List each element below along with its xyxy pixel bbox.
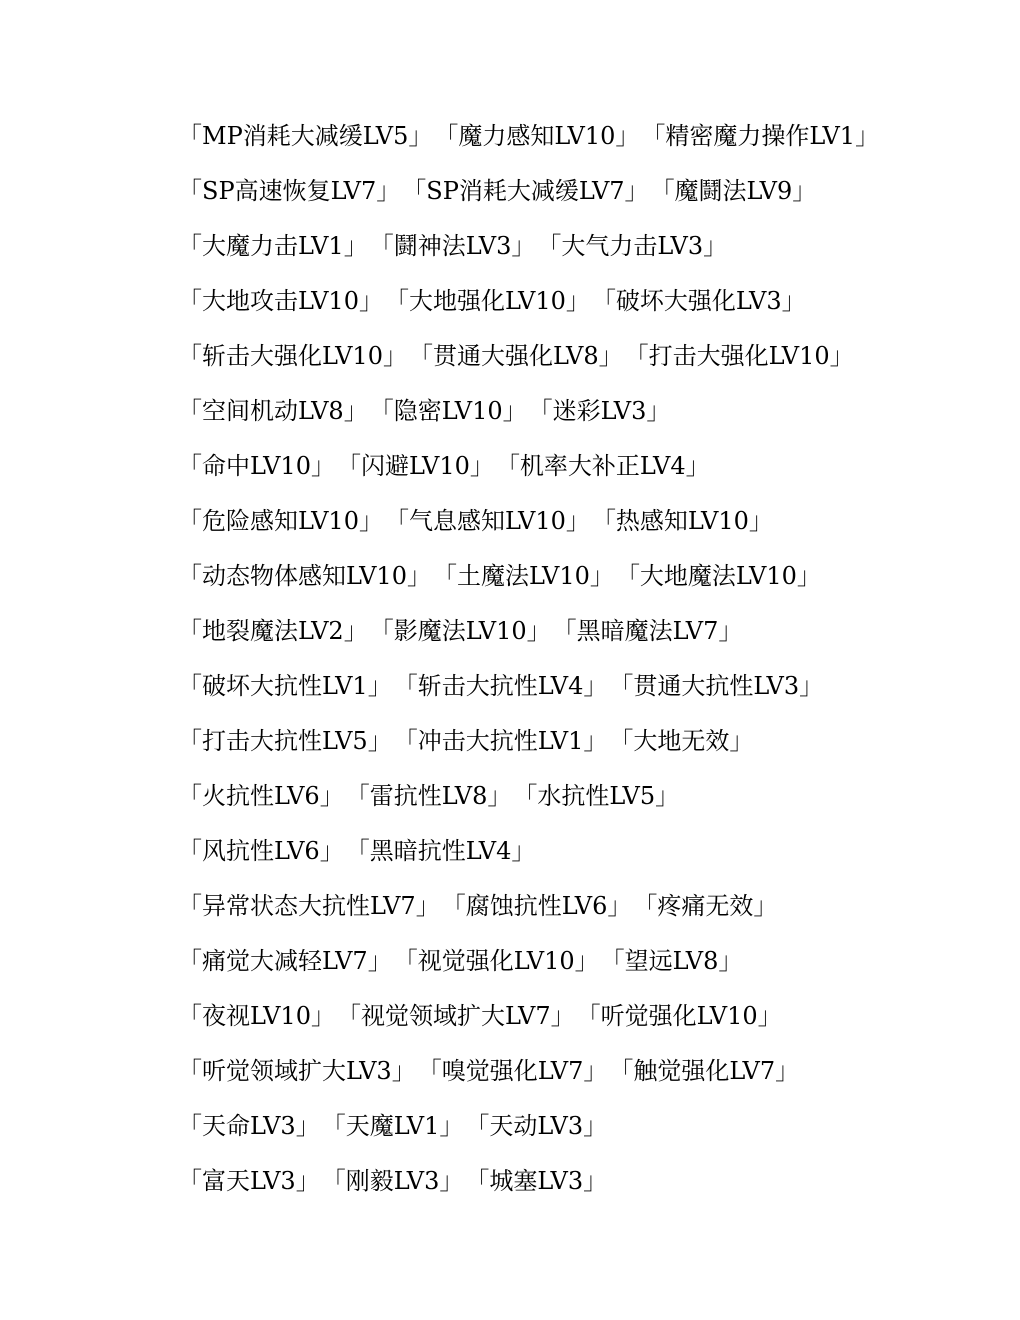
skill-line (178, 1106, 978, 1161)
skill-item: 「火抗性LV6」 (178, 782, 344, 810)
skill-item: 「风抗性LV6」 (178, 837, 344, 865)
skill-item: 「闪避LV10」 (336, 452, 494, 480)
skill-item: 「城塞LV3」 (465, 1167, 608, 1195)
skill-item: 「MP消耗大减缓LV5」 (178, 122, 433, 150)
skill-line (178, 776, 978, 831)
skill-item: 「影魔法LV10」 (369, 617, 551, 645)
skill-line (178, 1051, 978, 1106)
skill-item: 「水抗性LV5」 (513, 782, 680, 810)
skill-item: 「黑暗魔法LV7」 (552, 617, 743, 645)
skill-item: 「土魔法LV10」 (432, 562, 614, 590)
skill-item: 「天魔LV1」 (321, 1112, 464, 1140)
skill-item: 「视觉领域扩大LV7」 (336, 1002, 575, 1030)
skill-item: 「SP消耗大减缓LV7」 (402, 177, 649, 205)
skill-item: 「迷彩LV3」 (528, 397, 671, 425)
skill-item: 「地裂魔法LV2」 (178, 617, 368, 645)
skill-line (178, 831, 978, 886)
skill-line (178, 446, 978, 501)
skill-line (178, 391, 978, 446)
skill-item: 「动态物体感知LV10」 (178, 562, 431, 590)
skill-item: 「气息感知LV10」 (384, 507, 590, 535)
skill-item: 「天动LV3」 (465, 1112, 608, 1140)
skill-item: 「听觉强化LV10」 (576, 1002, 782, 1030)
skill-line (178, 336, 978, 391)
skill-item: 「SP高速恢复LV7」 (178, 177, 401, 205)
skill-item: 「冲击大抗性LV1」 (393, 727, 608, 755)
skill-item: 「望远LV8」 (600, 947, 743, 975)
skill-item: 「鬪神法LV3」 (369, 232, 536, 260)
skill-item: 「疼痛无效」 (633, 892, 778, 920)
skill-item: 「视觉强化LV10」 (393, 947, 599, 975)
skill-item: 「触觉强化LV7」 (609, 1057, 800, 1085)
skill-item: 「打击大强化LV10」 (624, 342, 854, 370)
skill-line (178, 666, 978, 721)
skill-item: 「斩击大抗性LV4」 (393, 672, 608, 700)
skill-line (178, 721, 978, 776)
skill-item: 「魔鬪法LV9」 (650, 177, 817, 205)
skill-item: 「破坏大抗性LV1」 (178, 672, 392, 700)
skill-line (178, 556, 978, 611)
skill-item: 「破坏大强化LV3」 (591, 287, 806, 315)
skill-item: 「贯通大抗性LV3」 (609, 672, 824, 700)
skill-item: 「隐密LV10」 (369, 397, 527, 425)
skill-item: 「嗅觉强化LV7」 (417, 1057, 608, 1085)
skill-item: 「大地强化LV10」 (384, 287, 590, 315)
skill-item: 「精密魔力操作LV1」 (641, 122, 880, 150)
skill-item: 「命中LV10」 (178, 452, 335, 480)
skill-line (178, 1161, 978, 1216)
skill-item: 「黑暗抗性LV4」 (345, 837, 536, 865)
skill-item: 「富天LV3」 (178, 1167, 320, 1195)
skill-item: 「大地攻击LV10」 (178, 287, 383, 315)
skill-line (178, 281, 978, 336)
skill-item: 「痛觉大减轻LV7」 (178, 947, 392, 975)
skill-line (178, 116, 978, 171)
skill-line (178, 226, 978, 281)
skill-item: 「天命LV3」 (178, 1112, 320, 1140)
skill-item: 「魔力感知LV10」 (434, 122, 640, 150)
skill-item: 「刚毅LV3」 (321, 1167, 464, 1195)
skill-item: 「斩击大强化LV10」 (178, 342, 407, 370)
skill-item: 「听觉领域扩大LV3」 (178, 1057, 416, 1085)
skill-item: 「大地无效」 (609, 727, 754, 755)
skill-item: 「热感知LV10」 (591, 507, 773, 535)
skill-item: 「打击大抗性LV5」 (178, 727, 392, 755)
skill-item: 「空间机动LV8」 (178, 397, 368, 425)
skill-item: 「雷抗性LV8」 (345, 782, 512, 810)
skill-item: 「危险感知LV10」 (178, 507, 383, 535)
skill-line (178, 611, 978, 666)
skill-line (178, 996, 978, 1051)
skill-item: 「贯通大强化LV8」 (408, 342, 623, 370)
skill-line (178, 886, 978, 941)
skill-list (178, 116, 978, 1216)
skill-line (178, 501, 978, 556)
skill-line (178, 171, 978, 226)
skill-line (178, 941, 978, 996)
skill-item: 「大气力击LV3」 (537, 232, 728, 260)
skill-item: 「机率大补正LV4」 (495, 452, 710, 480)
skill-item: 「大地魔法LV10」 (615, 562, 821, 590)
skill-item: 「夜视LV10」 (178, 1002, 335, 1030)
skill-item: 「大魔力击LV1」 (178, 232, 368, 260)
skill-item: 「腐蚀抗性LV6」 (441, 892, 632, 920)
skill-item: 「异常状态大抗性LV7」 (178, 892, 440, 920)
